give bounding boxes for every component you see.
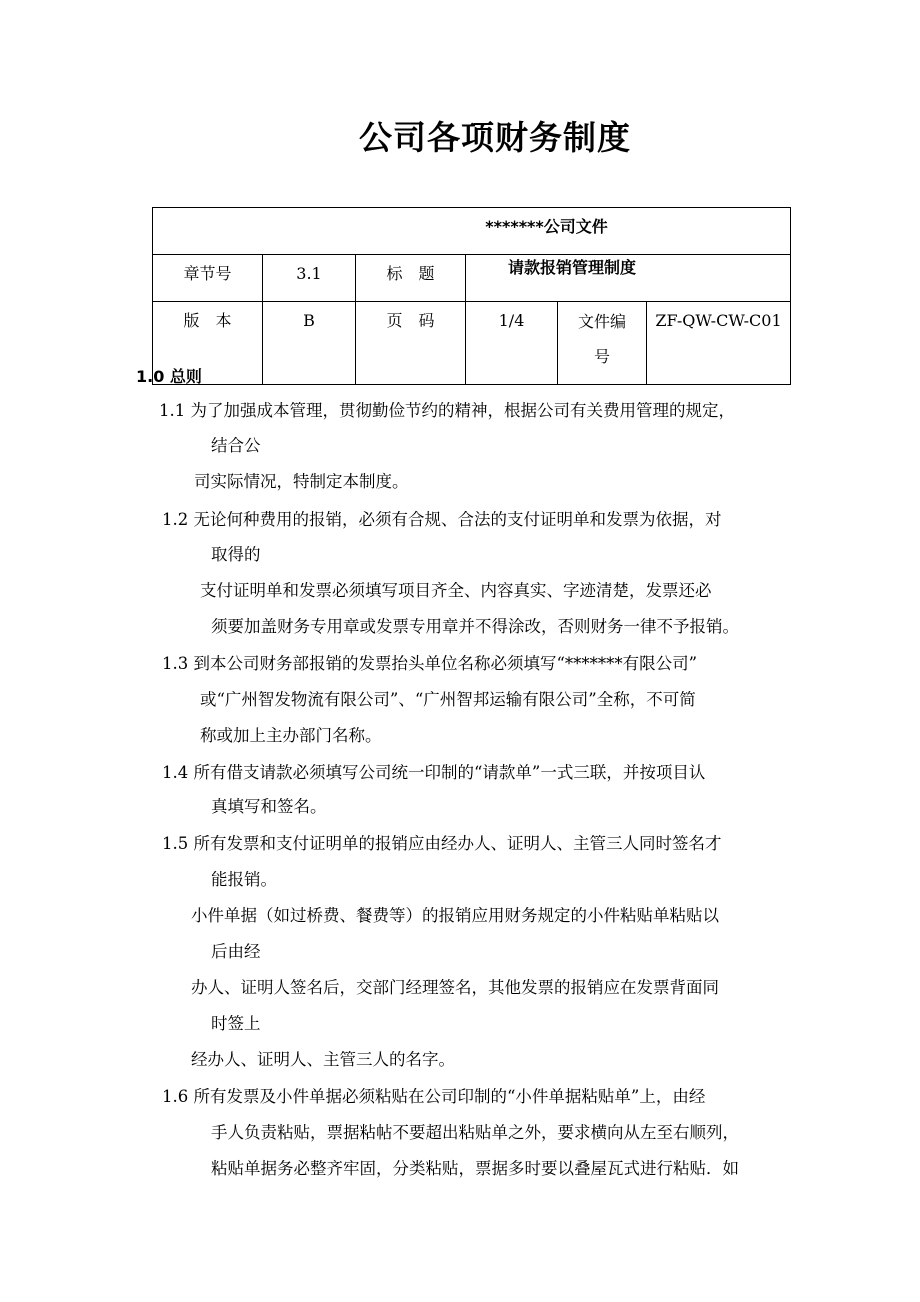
body-line: 1.1 为了加强成本管理，贯彻勤俭节约的精神，根据公司有关费用管理的规定， [159, 401, 735, 420]
body-line: 或“广州智发物流有限公司”、“广州智邦运输有限公司”全称，不可简 [200, 690, 696, 709]
body-line: 时签上 [211, 1014, 261, 1033]
docno-label-line2: 号 [593, 347, 610, 366]
body-line: 1.3 到本公司财务部报销的发票抬头单位名称必须填写“*******有限公司” [162, 654, 698, 673]
body-line: 司实际情况，特制定本制度。 [194, 472, 409, 491]
company-header: *******公司文件 [153, 208, 791, 255]
body-line: 手人负责粘贴，票据粘帖不要超出粘贴单之外，要求横向从左至右顺列， [211, 1123, 739, 1142]
body-line: 小件单据（如过桥费、餐费等）的报销应用财务规定的小件粘贴单粘贴以 [191, 906, 719, 925]
body-line: 办人、证明人签名后，交部门经理签名，其他发票的报销应在发票背面同 [191, 978, 719, 997]
docno-label [558, 302, 647, 385]
body-line: 1.6 所有发票及小件单据必须粘贴在公司印制的“小件单据粘贴单”上，由经 [162, 1087, 706, 1106]
page-label: 页 码 [356, 302, 466, 385]
body-line: 1.5 所有发票和支付证明单的报销应由经办人、证明人、主管三人同时签名才 [162, 834, 722, 853]
version-label: 版 本 [153, 302, 263, 385]
body-line: 经办人、证明人、主管三人的名字。 [191, 1050, 455, 1069]
page-title: 公司各项财务制度 [359, 118, 631, 157]
body-line: 结合公 [211, 436, 261, 455]
title-value: 请款报销管理制度 [466, 255, 791, 302]
chapter-value: 3.1 [263, 255, 356, 302]
body-line: 取得的 [211, 545, 261, 564]
body-line: 称或加上主办部门名称。 [200, 726, 382, 745]
body-line: 须要加盖财务专用章或发票专用章并不得涂改，否则财务一律不予报销。 [211, 617, 739, 636]
version-value: B [263, 302, 356, 385]
page-value: 1/4 [466, 302, 558, 385]
body-line: 支付证明单和发票必须填写项目齐全、内容真实、字迹清楚，发票还必 [200, 581, 712, 600]
title-label: 标 题 [356, 255, 466, 302]
body-line: 1.2 无论何种费用的报销，必须有合规、合法的支付证明单和发票为依据，对 [162, 510, 722, 529]
docno-value: ZF-QW-CW-C01 [647, 302, 791, 385]
document-info-table [152, 207, 791, 385]
body-line: 粘贴单据务必整齐牢固，分类粘贴，票据多时要以叠屋瓦式进行粘贴．如 [211, 1159, 739, 1178]
docno-label-line1: 文件编 [577, 312, 626, 331]
body-line: 能报销。 [211, 870, 277, 889]
body-line: 后由经 [211, 942, 261, 961]
section-heading: 1.0 总则 [136, 367, 202, 386]
body-line: 真填写和签名。 [211, 797, 327, 816]
chapter-label: 章节号 [153, 255, 263, 302]
body-line: 1.4 所有借支请款必须填写公司统一印制的“请款单”一式三联，并按项目认 [162, 763, 706, 782]
